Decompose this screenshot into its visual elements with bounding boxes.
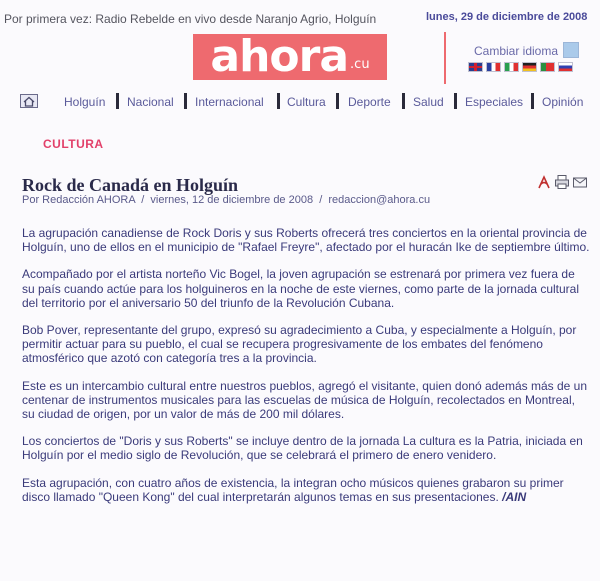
article-tools bbox=[536, 174, 588, 190]
news-agency: /AIN bbox=[502, 489, 527, 504]
article-last-paragraph bbox=[22, 476, 590, 504]
article-paragraph: Bob Pover, representante del grupo, expresó su agradecimiento a Cuba, y especialmente a Holguín, por permitir actuar para su pueblo, el cual se recupera progresivamente de los embates del fenómeno atmosférico que azotó con categoría tres a la provincia. bbox=[22, 323, 577, 366]
uk-flag-icon[interactable] bbox=[468, 62, 483, 72]
russia-flag-icon[interactable] bbox=[558, 62, 573, 72]
nav-item-opinion[interactable]: Opinión bbox=[542, 95, 584, 109]
nav-separator bbox=[184, 93, 187, 109]
nav-separator bbox=[402, 93, 405, 109]
language-dropdown-icon[interactable] bbox=[563, 42, 579, 58]
byline-separator: / bbox=[138, 194, 148, 206]
nav-separator bbox=[116, 93, 119, 109]
nav-item-salud[interactable]: Salud bbox=[413, 95, 444, 109]
article-paragraph: Los conciertos de "Doris y sus Roberts" se incluye dentro de la jornada La cultura es la Patria, iniciada en Holguín por el medio siglo de Revolución, que se celebrará el primero de enero venidero. bbox=[22, 434, 583, 463]
portugal-flag-icon[interactable] bbox=[540, 62, 555, 72]
current-date: lunes, 29 de diciembre de 2008 bbox=[426, 11, 588, 23]
nav-item-internacional[interactable]: Internacional bbox=[195, 95, 264, 109]
home-icon[interactable] bbox=[20, 94, 38, 108]
nav-separator bbox=[277, 93, 280, 109]
change-language-label: Cambiar idioma bbox=[474, 44, 559, 58]
article-title: Rock de Canadá en Holguín bbox=[22, 175, 239, 195]
article-paragraph: La agrupación canadiense de Rock Doris y sus Roberts ofrecerá tres conciertos en la oriental provincia de Holguín, uno de ellos en el municipio de "Rafael Freyre", afectado por el huracán Ike de septiembre último. bbox=[22, 226, 590, 255]
germany-flag-icon[interactable] bbox=[522, 62, 537, 72]
article-body bbox=[22, 226, 590, 517]
nav-separator bbox=[454, 93, 457, 109]
header-divider bbox=[444, 32, 446, 84]
nav-item-holguin[interactable]: Holguín bbox=[64, 95, 106, 109]
article-date: viernes, 12 de diciembre de 2008 bbox=[150, 194, 314, 206]
nav-item-cultura[interactable]: Cultura bbox=[287, 95, 326, 109]
main-nav bbox=[0, 92, 600, 112]
news-ticker[interactable]: Por primera vez: Radio Rebelde en vivo desde Naranjo Agrio, Holguín bbox=[4, 12, 377, 26]
language-flags bbox=[468, 62, 573, 72]
article-author: Por Redacción AHORA bbox=[22, 194, 136, 206]
article-email[interactable]: redaccion@ahora.cu bbox=[328, 194, 431, 206]
site-logo[interactable] bbox=[193, 31, 387, 82]
section-title: CULTURA bbox=[43, 137, 104, 151]
nav-item-nacional[interactable]: Nacional bbox=[127, 95, 174, 109]
article-byline bbox=[22, 194, 430, 206]
italy-flag-icon[interactable] bbox=[504, 62, 519, 72]
nav-separator bbox=[336, 93, 339, 109]
logo-suffix: .cu bbox=[350, 57, 370, 72]
logo-text: ahora bbox=[210, 31, 349, 82]
article-paragraph: Acompañado por el artista norteño Vic Bogel, la joven agrupación se estrenará por primera vez fuera de su país cuando actúe para los holguineros en la noche de este viernes, como parte de la jornada cultural del territorio por el aniversario 50 del triunfo de la Revolución Cubana. bbox=[22, 267, 580, 310]
print-icon[interactable] bbox=[554, 174, 570, 190]
article-paragraph: Este es un intercambio cultural entre nuestros pueblos, agregó el visitante, quien donó además más de un centenar de instrumentos musicales para las escuelas de música de Holguín, recolectados en Montreal, su ciudad de origen, por un valor de más de 200 mil dólares. bbox=[22, 378, 588, 422]
article-paragraph-text: Esta agrupación, con cuatro años de existencia, la integran ocho músicos quienes grabaron su primer disco llamado "Queen Kong" del cual interpretarán algunos temas en sus presentaciones. bbox=[22, 475, 564, 504]
france-flag-icon[interactable] bbox=[486, 62, 501, 72]
byline-separator: / bbox=[316, 194, 326, 206]
nav-item-deporte[interactable]: Deporte bbox=[348, 95, 391, 109]
nav-separator bbox=[531, 93, 534, 109]
pdf-icon[interactable] bbox=[536, 174, 552, 190]
email-icon[interactable] bbox=[572, 174, 588, 190]
nav-item-especiales[interactable]: Especiales bbox=[465, 95, 524, 109]
